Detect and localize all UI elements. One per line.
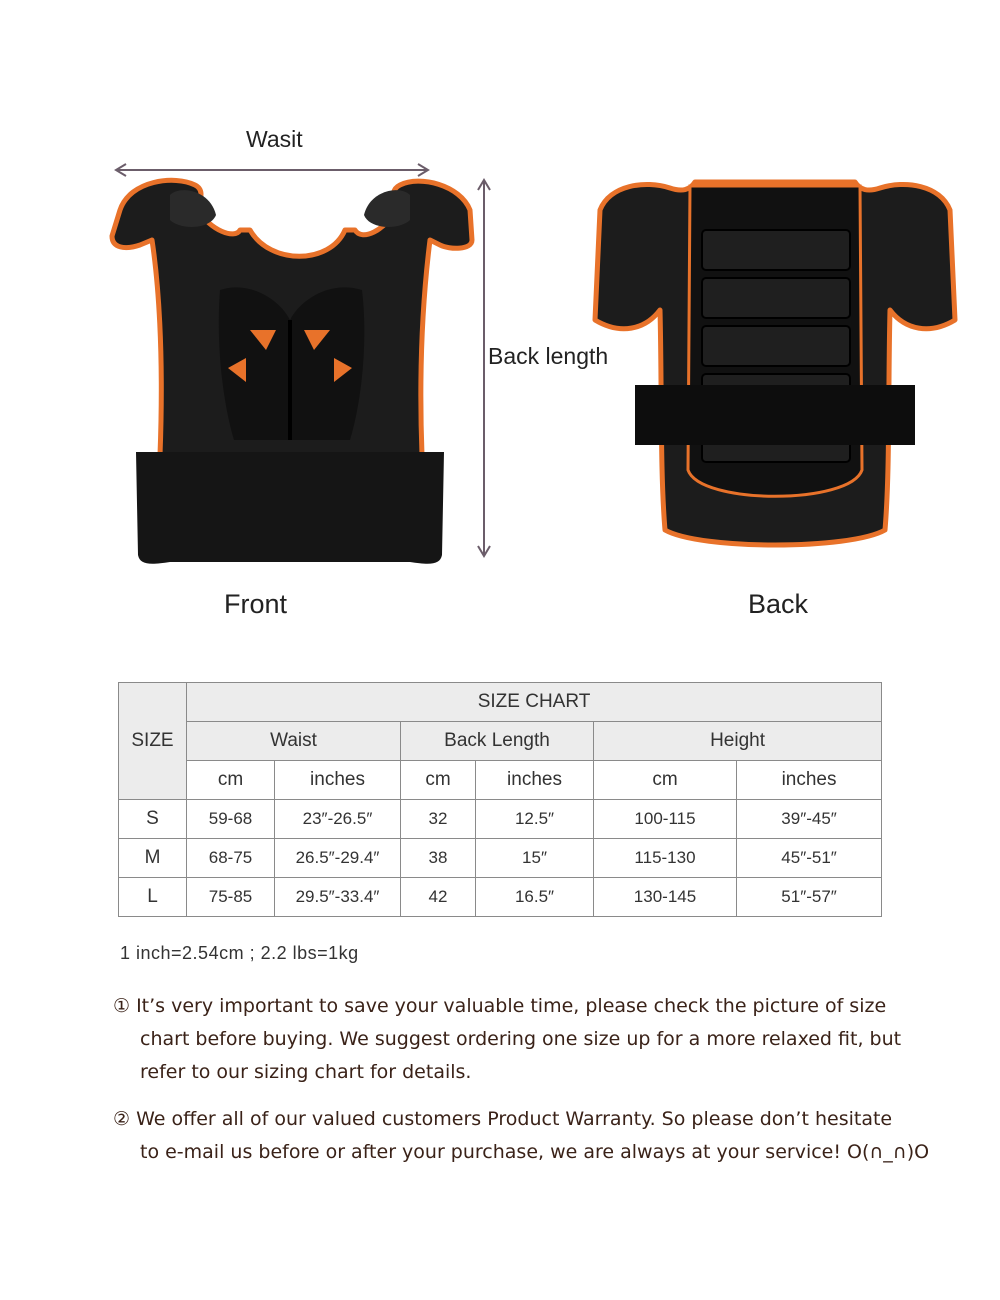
table-cell: 100-115 [594,800,737,839]
table-cell: 45″-51″ [737,839,882,878]
size-chart-table [118,682,882,917]
waist-label: Wasit [246,126,303,152]
size-chart-title: SIZE CHART [187,683,882,722]
table-cell: 29.5″-33.4″ [275,878,401,917]
table-cell: 68-75 [187,839,275,878]
unit-header: cm [187,761,275,800]
size-column-header: SIZE [119,683,187,800]
table-row [119,800,882,839]
group-header-waist: Waist [187,722,401,761]
size-cell: S [119,800,187,839]
unit-header: inches [737,761,882,800]
note-line: to e-mail us before or after your purchase, we are always at your service! O(∩_∩)O [140,1141,930,1163]
back-label: Back [748,589,809,619]
table-row [119,839,882,878]
note-line: refer to our sizing chart for details. [140,1061,472,1083]
unit-header: cm [594,761,737,800]
table-row [119,878,882,917]
table-cell: 38 [401,839,476,878]
table-cell: 75-85 [187,878,275,917]
table-cell: 26.5″-29.4″ [275,839,401,878]
table-cell: 42 [401,878,476,917]
size-cell: L [119,878,187,917]
back-length-label: Back length [488,343,609,369]
note-line: chart before buying. We suggest ordering one size up for a more relaxed fit, but [140,1028,902,1050]
group-header-back-length: Back Length [401,722,594,761]
table-cell: 130-145 [594,878,737,917]
table-cell: 15″ [476,839,594,878]
table-cell: 51″-57″ [737,878,882,917]
note-line: ② We offer all of our valued customers Product Warranty. So please don’t hesitate [113,1108,893,1130]
note-size-advice [113,990,943,1089]
unit-conversion-note: 1 inch=2.54cm ; 2.2 lbs=1kg [120,943,359,963]
unit-header: inches [275,761,401,800]
table-cell: 32 [401,800,476,839]
table-cell: 39″-45″ [737,800,882,839]
note-warranty [113,1103,943,1169]
unit-header: cm [401,761,476,800]
size-cell: M [119,839,187,878]
table-cell: 12.5″ [476,800,594,839]
table-cell: 16.5″ [476,878,594,917]
table-cell: 23″-26.5″ [275,800,401,839]
group-header-height: Height [594,722,882,761]
vest-back-image [590,170,960,560]
table-cell: 59-68 [187,800,275,839]
vest-front-image [100,170,480,570]
unit-header: inches [476,761,594,800]
note-line: ① It’s very important to save your valuable time, please check the picture of size [113,995,887,1017]
front-label: Front [224,589,288,619]
table-cell: 115-130 [594,839,737,878]
